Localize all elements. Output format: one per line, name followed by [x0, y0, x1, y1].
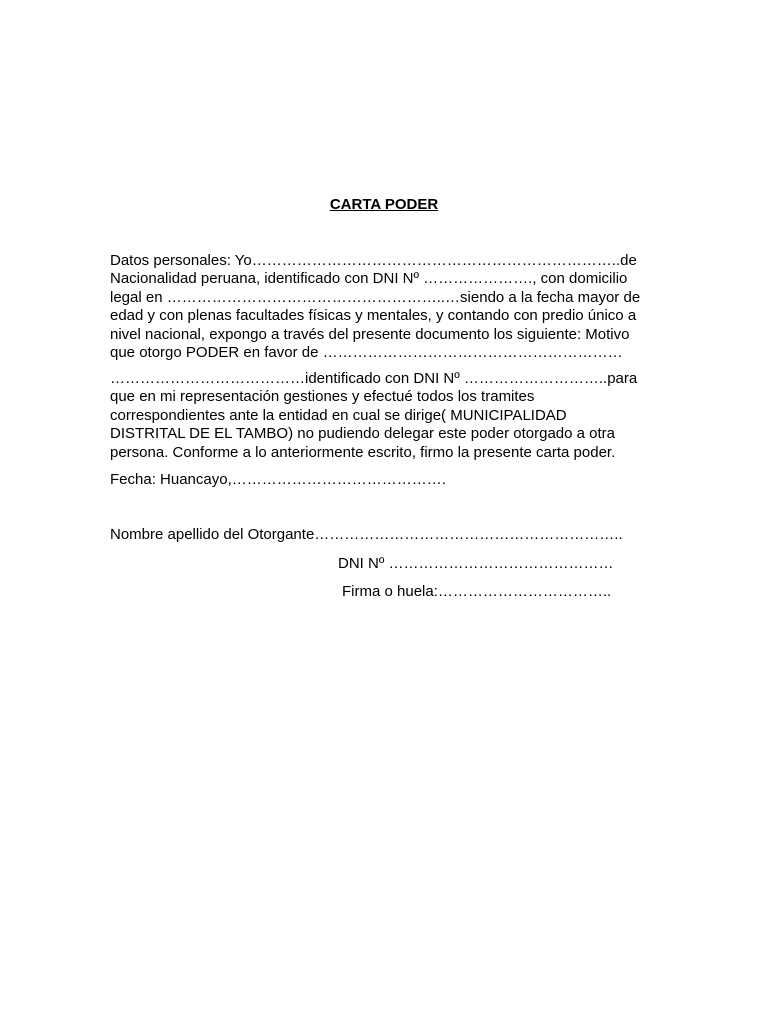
fecha-line	[110, 471, 662, 489]
paragraph-line: persona. Conforme a lo anteriormente escrito, firmo la presente carta poder.	[110, 443, 616, 461]
otorgante-line	[110, 526, 662, 544]
paragraph-line: legal en ………………………………………………..…siendo a la fecha mayor de	[110, 288, 641, 306]
fecha-text: Fecha: Huancayo,…………………………………….	[110, 471, 446, 488]
paragraph-datos-personales	[110, 252, 662, 362]
paragraph-line: que en mi representación gestiones y efectué todos los tramites	[110, 388, 535, 406]
paragraph-line: que otorgo PODER en favor de ……………………………………………………	[110, 344, 623, 362]
paragraph-representacion	[110, 370, 662, 462]
document-title: CARTA PODER	[329, 196, 439, 213]
otorgante-text: Nombre apellido del Otorgante……………………………………………………..	[110, 526, 623, 543]
paragraph-line: correspondientes ante la entidad en cual se dirige( MUNICIPALIDAD	[110, 406, 567, 424]
paragraph-line: DISTRITAL DE EL TAMBO) no pudiendo delegar este poder otorgado a otra	[110, 425, 615, 443]
paragraph-line: …………………………………identificado con DNI Nº ………………………..para	[110, 370, 638, 387]
paragraph-line: Datos personales: Yo………………………………………………………………..de	[110, 252, 637, 269]
paragraph-line: edad y con plenas facultades físicas y mentales, y contando con predio único a	[110, 307, 637, 325]
paragraph-line: Nacionalidad peruana, identificado con DNI Nº …………………., con domicilio	[110, 270, 628, 288]
paragraph-line: nivel nacional, expongo a través del presente documento los siguiente: Motivo	[110, 325, 630, 343]
firma-text: Firma o huela:……………………………..	[342, 583, 612, 600]
dni-text: DNI Nº ………………………………………	[338, 555, 614, 572]
